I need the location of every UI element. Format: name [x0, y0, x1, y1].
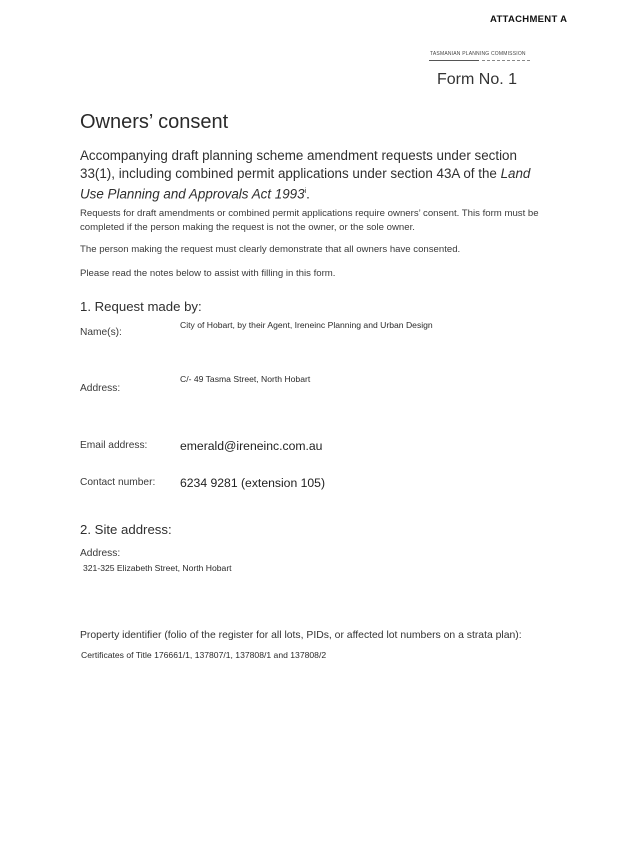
address-value: C/- 49 Tasma Street, North Hobart: [180, 374, 311, 384]
names-label: Name(s):: [80, 327, 122, 338]
footnote-marker: i: [304, 188, 307, 195]
email-value: emerald@ireneinc.com.au: [180, 439, 323, 453]
section-site-heading: 2. Site address:: [80, 522, 172, 537]
intro-paragraph-3: Please read the notes below to assist with filling in this form.: [80, 268, 336, 279]
address-label: Address:: [80, 383, 121, 394]
attachment-label: ATTACHMENT A: [490, 14, 568, 25]
intro-paragraph-2: The person making the request must clearly demonstrate that all owners have consented.: [80, 244, 461, 255]
page-subtitle: [80, 147, 540, 203]
contact-value: 6234 9281 (extension 105): [180, 476, 326, 490]
subtitle-end: .: [306, 186, 310, 202]
org-name: TASMANIAN PLANNING COMMISSION: [430, 51, 526, 57]
org-rule-dashed: [482, 60, 530, 61]
contact-label: Contact number:: [80, 477, 156, 488]
property-identifier-value: Certificates of Title 176661/1, 137807/1, 137808/1 and 137808/2: [81, 650, 327, 660]
intro-paragraph-1: Requests for draft amendments or combined permit applications require owners’ consent. This form must be completed if the person making the request is not the owner, or the sole owner.: [80, 208, 539, 233]
act-name: Land Use Planning and Approvals Act 1993: [80, 166, 531, 202]
email-label: Email address:: [80, 440, 148, 451]
form-number: Form No. 1: [437, 71, 518, 88]
site-address-label: Address:: [80, 548, 121, 559]
org-rule: [429, 60, 479, 61]
property-identifier-label: Property identifier (folio of the register for all lots, PIDs, or affected lot numbers on a strata plan):: [80, 630, 522, 641]
names-value: City of Hobart, by their Agent, Ireneinc Planning and Urban Design: [180, 320, 433, 330]
section-request-heading: 1. Request made by:: [80, 299, 202, 314]
site-address-value: 321-325 Elizabeth Street, North Hobart: [83, 563, 232, 573]
page-title: Owners’ consent: [80, 111, 229, 133]
subtitle-text: Accompanying draft planning scheme amendment requests under section 33(1), including combined permit applications under section 43A of the: [80, 148, 517, 181]
